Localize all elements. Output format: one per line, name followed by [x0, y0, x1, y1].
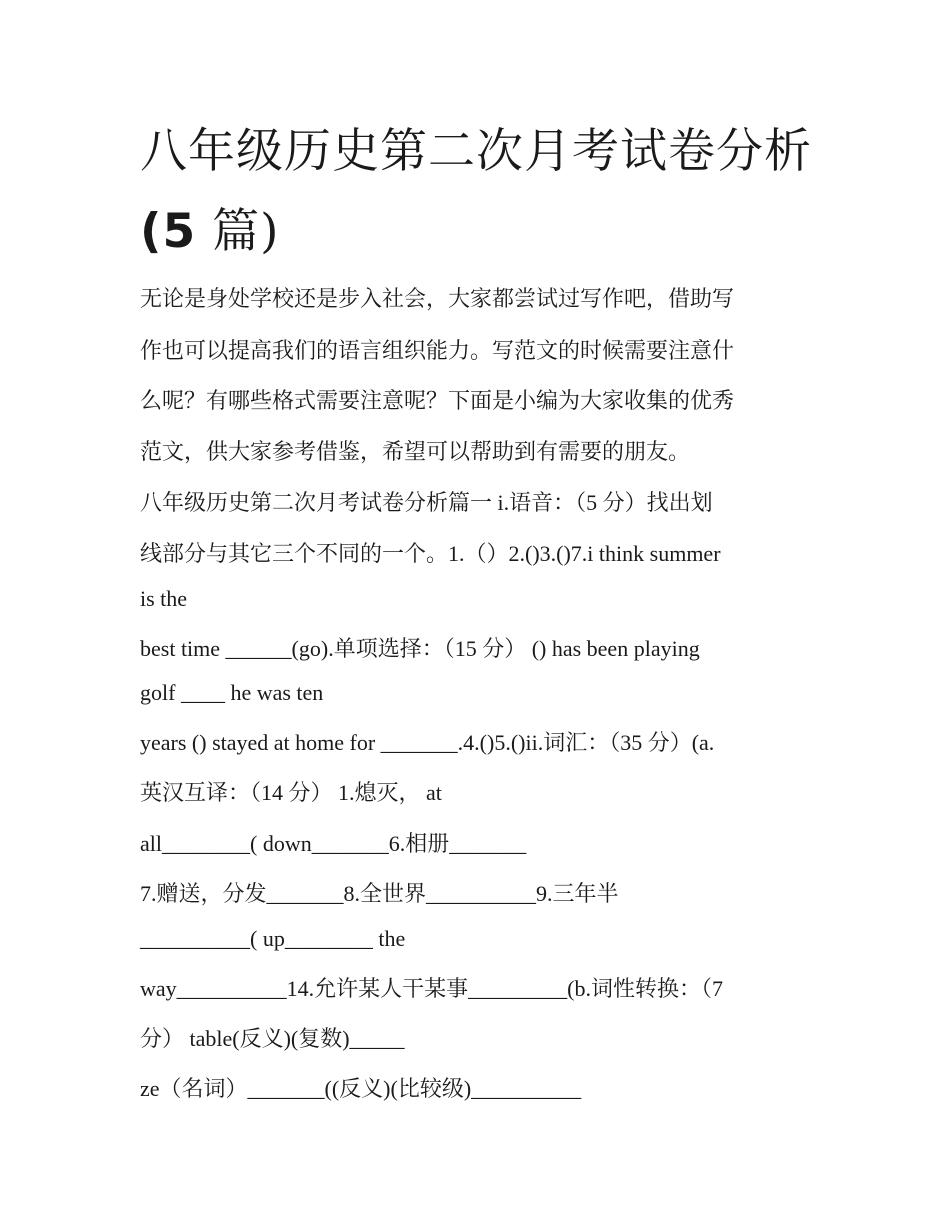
body-line: __________( up________ the [140, 926, 406, 951]
body-line: 八年级历史第二次月考试卷分析篇一 i.语音：（5 分）找出划 [140, 490, 713, 515]
body-line: 线部分与其它三个不同的一个。1.（）2.()3.()7.i think summer [140, 541, 721, 566]
body-line: ze（名词）_______((反义)(比较级)__________ [140, 1076, 582, 1101]
body-line: 7.赠送，分发_______8.全世界__________9.三年半 [140, 881, 619, 906]
body-line: 分） table(反义)(复数)_____ [140, 1026, 405, 1051]
body-line: golf ____ he was ten [140, 680, 324, 705]
body-line: is the [140, 586, 188, 611]
document-title [140, 112, 830, 272]
title-suffix: 篇) [196, 204, 280, 259]
title-text: 八年级历史第二次月考试卷分析 [140, 124, 812, 179]
body-line: 么呢？有哪些格式需要注意呢？下面是小编为大家收集的优秀 [140, 388, 735, 413]
title-count: (5 [140, 204, 197, 259]
body-line: way__________14.允许某人干某事_________(b.词性转换：（7 [140, 976, 723, 1001]
body-line: all________( down_______6.相册_______ [140, 831, 527, 856]
body-line: years () stayed at home for _______.4.()5.()ii.词汇：（35 分）(a. [140, 730, 715, 755]
body-line: best time ______(go).单项选择：（15 分） () has been playing [140, 636, 700, 661]
body-line: 作也可以提高我们的语言组织能力。写范文的时候需要注意什 [140, 338, 735, 363]
body-line: 英汉互译：（14 分） 1.熄灭， at [140, 780, 442, 805]
body-line: 范文，供大家参考借鉴，希望可以帮助到有需要的朋友。 [140, 439, 691, 464]
body-line: 无论是身处学校还是步入社会，大家都尝试过写作吧，借助写 [140, 286, 735, 311]
